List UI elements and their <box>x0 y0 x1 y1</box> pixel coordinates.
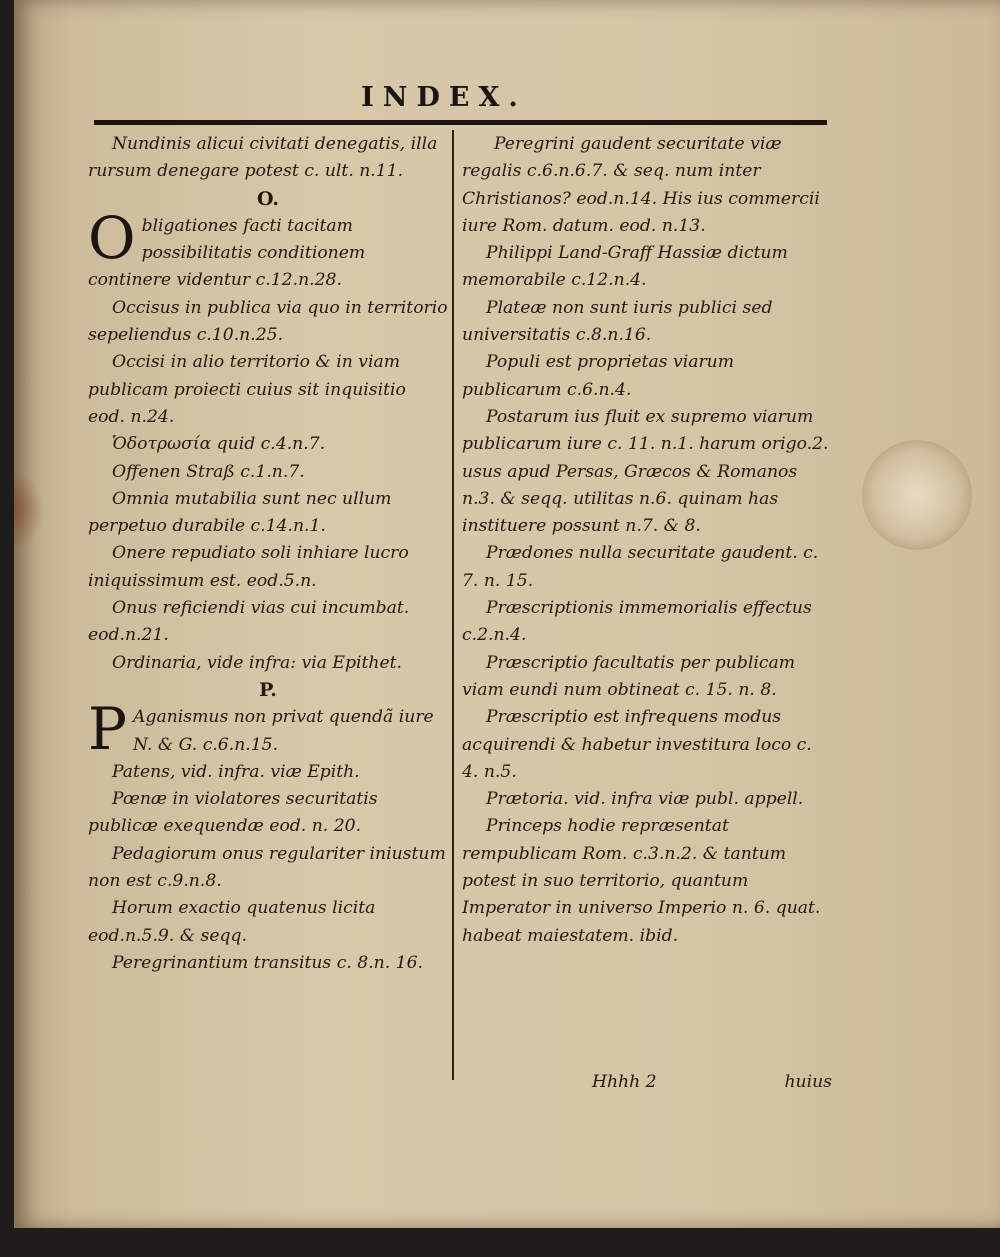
index-entry <box>462 240 830 295</box>
signature-mark: Hhhh 2 <box>592 1072 657 1092</box>
index-entry <box>88 841 448 896</box>
index-entry-text: Omnia mutabilia sunt nec ullum perpetuo durabile c.14.n.1. <box>88 488 392 537</box>
index-entry <box>88 431 448 458</box>
index-entry-text: Horum exactio quatenus licita eod.n.5.9. & seqq. <box>88 898 376 946</box>
section-letter: O. <box>256 187 280 210</box>
index-entry <box>88 131 448 186</box>
book-page <box>14 0 1000 1228</box>
index-entry-text: Offenen Straß c.1.n.7. <box>112 461 305 482</box>
index-entry <box>88 349 448 431</box>
index-entry-text: Populi est proprietas viarum publicarum c.6.n.4. <box>462 352 735 400</box>
index-entry-text: Onere repudiato soli inhiare lucro iniquissimum est. eod.5.n. <box>88 543 409 591</box>
index-entry <box>462 540 830 595</box>
right-column <box>462 131 830 950</box>
index-entry-text: Præscriptio facultatis per publicam viam eundi num obtineat c. 15. n. 8. <box>462 652 796 700</box>
index-entry <box>462 349 830 404</box>
index-entry-text: Patens, vid. infra. viæ Epith. <box>112 761 360 782</box>
index-entry <box>88 595 448 650</box>
index-entry-text: Peregrini gaudent securitate viæ regalis c.6.n.6.7. & seq. num inter Christianos? eod.n.14. His ius commercii iure Rom. datum. eod. n.13. <box>462 134 820 236</box>
index-entry <box>88 695 448 764</box>
index-entry <box>88 950 448 977</box>
index-entry-text: Princeps hodie repræsentat rempublicam Rom. c.3.n.2. & tantum potest in suo territorio, quantum Imperator in universo Imperio n. 6. quat. habeat maiestatem. ibid. <box>462 816 821 946</box>
index-entry-text: Occisus in publica via quo in territorio sepeliendus c.10.n.25. <box>88 297 448 346</box>
index-entry <box>462 786 830 813</box>
index-entry-text: Peregrinantium transitus c. 8.n. 16. <box>112 952 423 973</box>
index-entry <box>462 650 830 705</box>
section-letter: P. <box>259 678 277 701</box>
index-entry <box>88 540 448 595</box>
index-entry <box>462 295 830 350</box>
index-entry <box>462 813 830 949</box>
index-entry-text: Onus reficiendi vias cui incumbat. eod.n.21. <box>88 598 410 646</box>
index-entry-text: Præscriptio est infrequens modus acquirendi & habetur investitura loco c. 4. n.5. <box>462 707 812 782</box>
index-entry <box>462 704 830 786</box>
index-entry-text: Philippi Land-Graff Hassiæ dictum memorabile c.12.n.4. <box>462 243 788 291</box>
index-entry-text: Aganismus non privat quendã iure N. & G. c.6.n.15. <box>133 707 434 755</box>
index-entry <box>462 595 830 650</box>
column-divider <box>452 130 454 1080</box>
index-entry-text: Prædones nulla securitate gaudent. c. 7. n. 15. <box>462 543 819 591</box>
index-entry <box>88 459 448 486</box>
index-entry <box>88 650 448 677</box>
page-header: INDEX. <box>361 82 527 113</box>
index-entry-text: Pedagiorum onus regulariter iniustum non est c.9.n.8. <box>88 843 446 892</box>
index-entry-text: Præscriptionis immemorialis effectus c.2.n.4. <box>462 598 812 646</box>
index-entry <box>88 203 448 295</box>
index-entry-text: Prætoria. vid. infra viæ publ. appell. <box>486 789 804 810</box>
index-entry-text: Postarum ius fluit ex supremo viarum publicarum iure c. 11. n.1. harum origo.2. usus apud Persas, Græcos & Romanos n.3. & seqq. utilitas n.6. quinam has instituere possunt n.7. & 8. <box>462 406 829 537</box>
drop-capital: O <box>88 203 136 272</box>
left-column <box>88 131 448 977</box>
drop-capital: P <box>88 695 128 764</box>
binding-stain <box>14 470 44 550</box>
catchword: huius <box>784 1072 832 1092</box>
water-stain <box>862 440 972 550</box>
header-rule <box>94 120 827 125</box>
index-entry-text: Pœnæ in violatores securitatis publicæ exequendæ eod. n. 20. <box>88 789 378 837</box>
index-entry <box>88 895 448 950</box>
index-entry <box>462 131 830 240</box>
catchword-line <box>592 1072 832 1092</box>
index-entry-text: Plateæ non sunt iuris publici sed universitatis c.8.n.16. <box>462 297 773 346</box>
index-entry <box>88 786 448 841</box>
index-entry-text: Nundinis alicui civitati denegatis, illa rursum denegare potest c. ult. n.11. <box>88 134 438 182</box>
index-entry <box>88 759 448 786</box>
index-entry-text: Ordinaria, vide infra: via Epithet. <box>112 652 402 673</box>
index-entry-text: Occisi in alio territorio & in viam publicam proiecti cuius sit inquisitio eod. n.24. <box>88 352 406 427</box>
index-entry <box>462 404 830 540</box>
index-entry-text: bligationes facti tacitam possibilitatis conditionem continere videntur c.12.n.28. <box>88 215 366 291</box>
index-entry <box>88 486 448 541</box>
index-entry-text: Ὁδοτρωσία quid c.4.n.7. <box>112 434 326 455</box>
index-entry <box>88 295 448 350</box>
